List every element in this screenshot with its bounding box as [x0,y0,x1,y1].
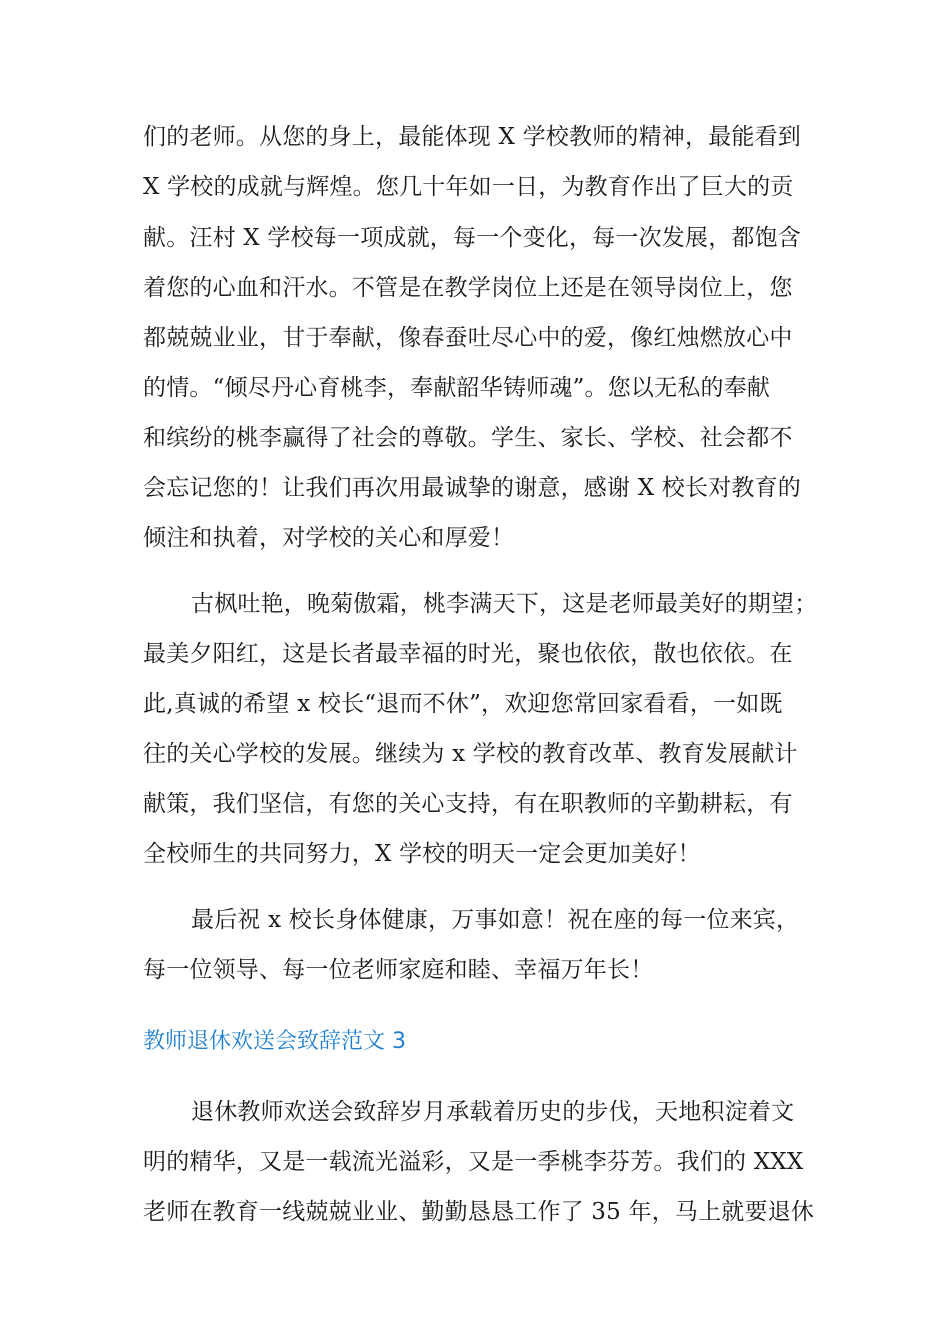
paragraph-line: 最美夕阳红，这是长者最幸福的时光，聚也依依，散也依依。在 [143,641,793,667]
paragraph-line: 献策，我们坚信，有您的关心支持，有在职教师的辛勤耕耘，有 [143,791,793,817]
paragraph-line: 退休教师欢送会致辞岁月承载着历史的步伐，天地积淀着文 [191,1099,795,1125]
section-heading: 教师退休欢送会致辞范文 3 [143,1029,406,1054]
paragraph-line: 古枫吐艳，晚菊傲霜，桃李满天下，这是老师最美好的期望； [191,591,818,617]
paragraph-line: 明的精华，又是一载流光溢彩，又是一季桃李芬芳。我们的 XXX [143,1149,804,1175]
paragraph-line: 和缤纷的桃李赢得了社会的尊敬。学生、家长、学校、社会都不 [143,425,793,451]
paragraph-line: 们的老师。从您的身上，最能体现 X 学校教师的精神，最能看到 [143,124,801,150]
paragraph-line: 倾注和执着，对学校的关心和厚爱！ [143,525,515,551]
paragraph-line: X 学校的成就与辉煌。您几十年如一日，为教育作出了巨大的贡 [143,174,794,200]
paragraph-line: 献。汪村 X 学校每一项成就，每一个变化，每一次发展，都饱含 [143,225,801,251]
paragraph-line: 往的关心学校的发展。继续为 x 学校的教育改革、教育发展献计 [143,741,798,767]
paragraph-line: 最后祝 x 校长身体健康，万事如意！祝在座的每一位来宾， [191,907,800,933]
paragraph-line: 此,真诚的希望 x 校长“退而不休”，欢迎您常回家看看，一如既 [143,691,783,717]
paragraph-line: 都兢兢业业，甘于奉献，像春蚕吐尽心中的爱，像红烛燃放心中 [143,325,793,351]
paragraph-line: 全校师生的共同努力，X 学校的明天一定会更加美好！ [143,841,701,867]
paragraph-line: 老师在教育一线兢兢业业、勤勤恳恳工作了 35 年，马上就要退休 [143,1199,815,1225]
paragraph-line: 会忘记您的！让我们再次用最诚挚的谢意，感谢 X 校长对教育的 [143,475,801,501]
paragraph-line: 着您的心血和汗水。不管是在教学岗位上还是在领导岗位上，您 [143,275,793,301]
paragraph-line: 每一位领导、每一位老师家庭和睦、幸福万年长！ [143,957,654,983]
paragraph-line: 的情。“倾尽丹心育桃李，奉献韶华铸师魂”。您以无私的奉献 [143,375,771,401]
